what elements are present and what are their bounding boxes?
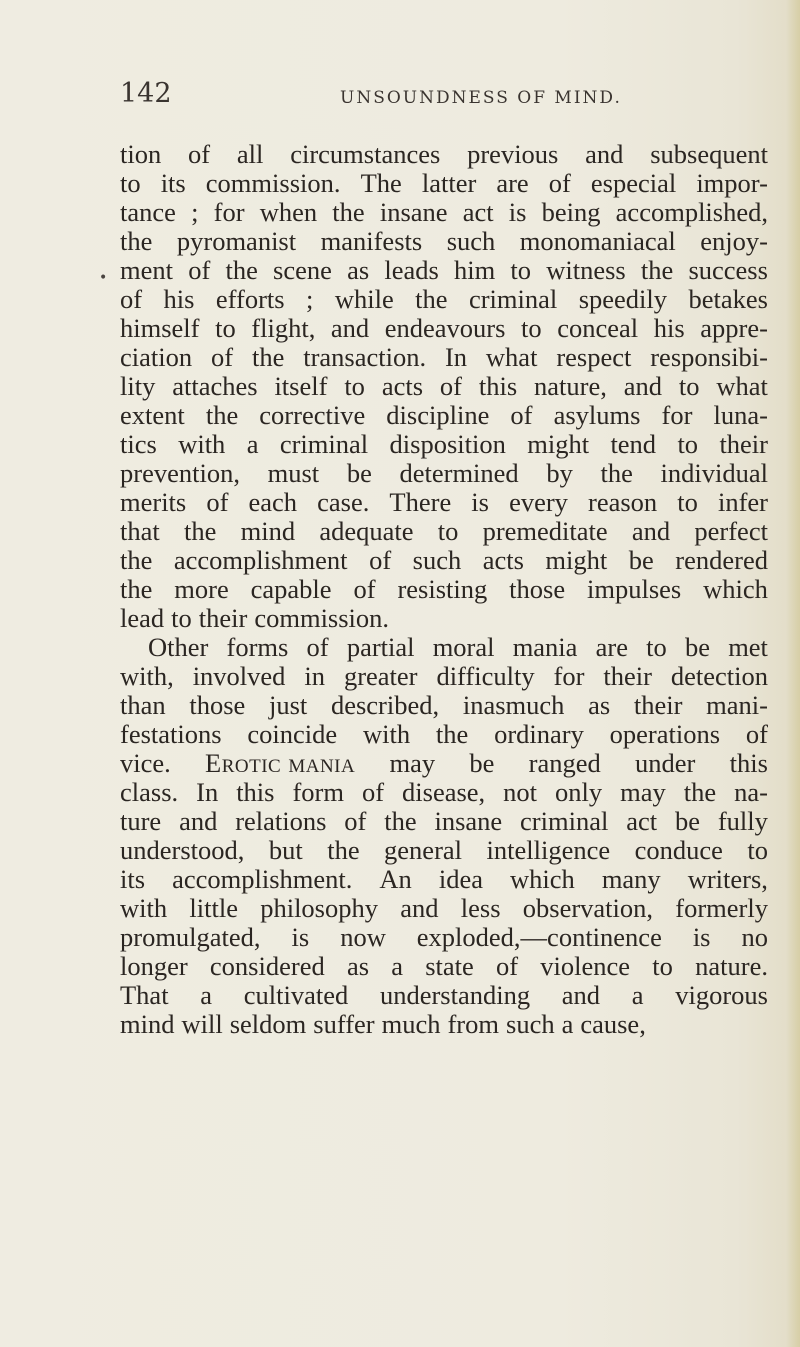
word: met (728, 632, 768, 662)
word: to (171, 603, 192, 633)
word: its (160, 168, 186, 198)
word: to (521, 313, 542, 343)
word: to (120, 168, 141, 198)
word: such (506, 1009, 555, 1039)
word: considered (209, 951, 325, 981)
word: betakes (688, 284, 768, 314)
word: tics (120, 429, 157, 459)
word: the (120, 226, 153, 256)
word: and (400, 893, 439, 923)
word: endeavours (384, 313, 506, 343)
word: discipline (386, 400, 490, 430)
word: itself (274, 371, 328, 401)
word: a (561, 1009, 574, 1039)
word: disease, (402, 777, 486, 807)
word: moral (432, 632, 495, 662)
text-line (120, 865, 768, 894)
word: difficulty (436, 661, 535, 691)
text-line (120, 836, 768, 865)
word: class. (120, 777, 179, 807)
word: may (389, 748, 436, 778)
word: for (213, 197, 245, 227)
word: while (334, 284, 394, 314)
word: rendered (675, 545, 768, 575)
text-line (120, 314, 768, 343)
word: of (206, 487, 229, 517)
word: is (291, 922, 310, 952)
word: Other (148, 632, 209, 662)
word: more (174, 574, 229, 604)
word: in (304, 661, 325, 691)
word: violence (540, 951, 631, 981)
word: success (688, 255, 768, 285)
word: appre- (700, 313, 768, 343)
word: their (633, 690, 683, 720)
text-line (120, 198, 768, 227)
word: adequate (319, 516, 414, 546)
word: his (163, 284, 195, 314)
word: a (631, 980, 644, 1010)
word: philosophy (260, 893, 378, 923)
word: coincide (247, 719, 338, 749)
word: of (306, 632, 329, 662)
word: fully (717, 806, 768, 836)
text-line (120, 227, 768, 256)
word: mind (120, 1009, 175, 1039)
word: lity (120, 371, 156, 401)
word: only (555, 777, 603, 807)
word: the (327, 835, 360, 865)
word: for (661, 400, 693, 430)
word: which (703, 574, 768, 604)
word: to (344, 371, 365, 401)
text-line (120, 169, 768, 198)
word: the (120, 574, 153, 604)
word: criminal (468, 284, 558, 314)
word: as (588, 690, 611, 720)
word: of (353, 574, 376, 604)
word: be (674, 806, 700, 836)
word: act (462, 197, 494, 227)
word: be (684, 632, 710, 662)
word: the (415, 284, 448, 314)
word: understanding (379, 980, 531, 1010)
word: understood, (120, 835, 245, 865)
word: intelligence (486, 835, 611, 865)
text-line (120, 459, 768, 488)
word: as (346, 951, 370, 981)
word: acts (482, 545, 524, 575)
text-line (120, 662, 768, 691)
word: no (741, 922, 768, 952)
word: commission. (205, 168, 341, 198)
word: described, (330, 690, 440, 720)
word: all (236, 139, 264, 169)
word: accomplished, (615, 197, 768, 227)
word: of (745, 719, 768, 749)
word: state (425, 951, 474, 981)
word: the (120, 545, 153, 575)
word: forms (226, 632, 289, 662)
word: a (200, 980, 213, 1010)
word: its (120, 864, 146, 894)
text-line (120, 343, 768, 372)
word: enjoy- (700, 226, 768, 256)
word: form (292, 777, 344, 807)
word: the (384, 806, 417, 836)
word: a (246, 429, 259, 459)
body-text (120, 140, 768, 1039)
word: just (268, 690, 308, 720)
word: the (251, 342, 285, 372)
word: There (389, 487, 452, 517)
word: manifests (320, 226, 423, 256)
word: operations (609, 719, 721, 749)
word: less (460, 893, 501, 923)
word: ciation (120, 342, 193, 372)
word: transaction. (303, 342, 427, 372)
word: their (719, 429, 768, 459)
word: to (677, 487, 698, 517)
word: resisting (397, 574, 488, 604)
text-line (120, 488, 768, 517)
text-line (120, 517, 768, 546)
word: with (178, 429, 226, 459)
word: are (595, 632, 628, 662)
word: speedily (578, 284, 668, 314)
word: might (527, 429, 590, 459)
word: much (381, 1009, 441, 1039)
word: his (653, 313, 685, 343)
word: latter (421, 168, 477, 198)
word: the (435, 719, 469, 749)
word: cause, (580, 1009, 646, 1039)
word: detection (670, 661, 768, 691)
word: infer (717, 487, 768, 517)
word: luna- (713, 400, 768, 430)
word: to (677, 429, 699, 459)
word: corrective (259, 400, 366, 430)
word: to (652, 951, 673, 981)
word: and (179, 806, 218, 836)
word: acts (381, 371, 424, 401)
word: premeditate (482, 516, 608, 546)
word: such (446, 226, 496, 256)
word: of (211, 342, 234, 372)
word: ; (306, 284, 314, 314)
word: insane (379, 197, 448, 227)
text-line (120, 807, 768, 836)
word: monomaniacal (519, 226, 676, 256)
word: relations (235, 806, 327, 836)
word: and (631, 516, 671, 546)
word: extent (120, 400, 185, 430)
word: must (267, 458, 320, 488)
word: is (508, 197, 527, 227)
running-head: UNSOUNDNESS OF MIND. (340, 88, 622, 108)
word: case. (317, 487, 370, 517)
word: to (747, 835, 768, 865)
word: commission. (254, 603, 390, 633)
page-number: 142 (120, 78, 172, 109)
word: of (439, 371, 462, 401)
word: and (585, 139, 624, 169)
text-line (120, 981, 768, 1010)
word: inasmuch (462, 690, 565, 720)
word: to (678, 371, 700, 401)
word: are (496, 168, 529, 198)
word: determined (399, 458, 519, 488)
word: writers, (687, 864, 768, 894)
word: is (471, 487, 489, 517)
word: exploded,—continence (416, 922, 662, 952)
word: and (330, 313, 370, 343)
text-line (120, 633, 768, 662)
word: asylums (553, 400, 641, 430)
word: ranged (528, 748, 601, 778)
text-line (120, 546, 768, 575)
word: scene (273, 255, 332, 285)
word: act (626, 806, 658, 836)
word: of (344, 806, 367, 836)
word: himself (120, 313, 200, 343)
word: be (469, 748, 495, 778)
word: be (346, 458, 372, 488)
word: attaches (172, 371, 258, 401)
word: the (600, 458, 633, 488)
word: efforts (215, 284, 285, 314)
word: conduce (634, 835, 723, 865)
word: when (259, 197, 318, 227)
text-line (120, 401, 768, 430)
word: The (360, 168, 402, 198)
word: pyromanist (176, 226, 297, 256)
word: than (120, 690, 166, 720)
text-line (120, 372, 768, 401)
word: formerly (675, 893, 768, 923)
word: which (510, 864, 575, 894)
word: subsequent (650, 139, 768, 169)
word: That (120, 980, 169, 1010)
word: might (545, 545, 608, 575)
word: lead (120, 603, 165, 633)
word: not (503, 777, 538, 807)
word: the (225, 255, 258, 285)
word: him (453, 255, 496, 285)
word: criminal (279, 429, 369, 459)
word: their (198, 603, 248, 633)
word: every (509, 487, 568, 517)
word: na- (734, 777, 768, 807)
word: many (601, 864, 661, 894)
word: to (215, 313, 236, 343)
word: from (447, 1009, 499, 1039)
text-line (120, 140, 768, 169)
word: accomplishment (173, 545, 348, 575)
word: merits (120, 487, 187, 517)
word: ture (120, 806, 162, 836)
word: those (509, 574, 566, 604)
word: observation, (522, 893, 654, 923)
word: is (692, 922, 711, 952)
word: general (384, 835, 463, 865)
word: An (379, 864, 412, 894)
word: tance (120, 197, 176, 227)
word: those (189, 690, 246, 720)
word: now (340, 922, 386, 952)
word: suffer (313, 1009, 375, 1039)
word: reason (588, 487, 658, 517)
word: partial (346, 632, 415, 662)
word: In (196, 777, 219, 807)
word: involved (192, 661, 286, 691)
word: the (640, 255, 674, 285)
word: promulgated, (120, 922, 261, 952)
word: impor- (696, 168, 768, 198)
word: responsibi- (650, 342, 768, 372)
word: as (347, 255, 370, 285)
word: previous (467, 139, 559, 169)
word: accomplishment. (172, 864, 353, 894)
word: conceal (557, 313, 639, 343)
word: but (268, 835, 303, 865)
word: the (205, 400, 239, 430)
word: with (120, 893, 168, 923)
word: and (561, 980, 601, 1010)
word: such (412, 545, 462, 575)
word: this (236, 777, 275, 807)
text-line (120, 256, 768, 285)
word: of (188, 139, 211, 169)
text-line (120, 430, 768, 459)
word: perfect (694, 516, 768, 546)
word: festations (120, 719, 222, 749)
word: vice. (120, 748, 171, 778)
text-line (120, 749, 768, 778)
text-line (120, 285, 768, 314)
word: leads (384, 255, 439, 285)
word: criminal (520, 806, 609, 836)
word: circumstances (290, 139, 441, 169)
word: tion (120, 139, 162, 169)
word: witness (546, 255, 626, 285)
word: this (729, 748, 768, 778)
word: each (248, 487, 298, 517)
text-line (120, 575, 768, 604)
word: seldom (229, 1009, 307, 1039)
word: cultivated (243, 980, 349, 1010)
word: to (646, 632, 667, 662)
word: will (181, 1009, 223, 1039)
word: nature. (695, 951, 768, 981)
word: their (603, 661, 652, 691)
word: ordinary (494, 719, 584, 749)
text-line (120, 923, 768, 952)
word: longer (120, 951, 188, 981)
text-line (120, 604, 768, 633)
text-line (120, 720, 768, 749)
word: greater (343, 661, 418, 691)
word: flight, (251, 313, 316, 343)
word: of (361, 777, 385, 807)
text-line (120, 778, 768, 807)
word: under (635, 748, 696, 778)
word: ; (191, 197, 199, 227)
word: especial (590, 168, 677, 198)
word: the (183, 516, 217, 546)
word: be (628, 545, 654, 575)
word: idea (438, 864, 483, 894)
word: ment (120, 255, 173, 285)
word: this (478, 371, 518, 401)
text-line (120, 691, 768, 720)
word: capable (250, 574, 332, 604)
word: may (620, 777, 666, 807)
word: In (444, 342, 468, 372)
word: prevention, (120, 458, 240, 488)
word: mind (240, 516, 296, 546)
word: of (548, 168, 571, 198)
word: of (188, 255, 211, 285)
word: little (189, 893, 238, 923)
word: to (437, 516, 459, 546)
word: being (541, 197, 601, 227)
word: the (683, 777, 717, 807)
word: the (332, 197, 365, 227)
text-line (120, 1010, 768, 1039)
word: individual (660, 458, 768, 488)
word: mani- (706, 690, 768, 720)
word: what (716, 371, 768, 401)
word: by (546, 458, 573, 488)
text-line (120, 894, 768, 923)
word: vigorous (675, 980, 768, 1010)
page-header (120, 78, 760, 118)
word: of (369, 545, 392, 575)
word: for (553, 661, 585, 691)
page-edge-shadow (786, 0, 800, 1347)
word: to (510, 255, 532, 285)
word: respect (556, 342, 632, 372)
word: and (623, 371, 662, 401)
word: what (485, 342, 538, 372)
word: a (391, 951, 403, 981)
word: of (496, 951, 519, 981)
margin-mark: • (99, 270, 108, 286)
word: with (362, 719, 411, 749)
text-line (120, 952, 768, 981)
word: disposition (389, 429, 506, 459)
word: of (510, 400, 533, 430)
word: that (120, 516, 160, 546)
word: tend (610, 429, 657, 459)
word: with, (120, 661, 174, 691)
word: mania (512, 632, 578, 662)
small-caps-term: Erotic mania (205, 748, 356, 778)
word: nature, (534, 371, 607, 401)
word: impulses (587, 574, 682, 604)
word: insane (434, 806, 503, 836)
word: of (120, 284, 143, 314)
